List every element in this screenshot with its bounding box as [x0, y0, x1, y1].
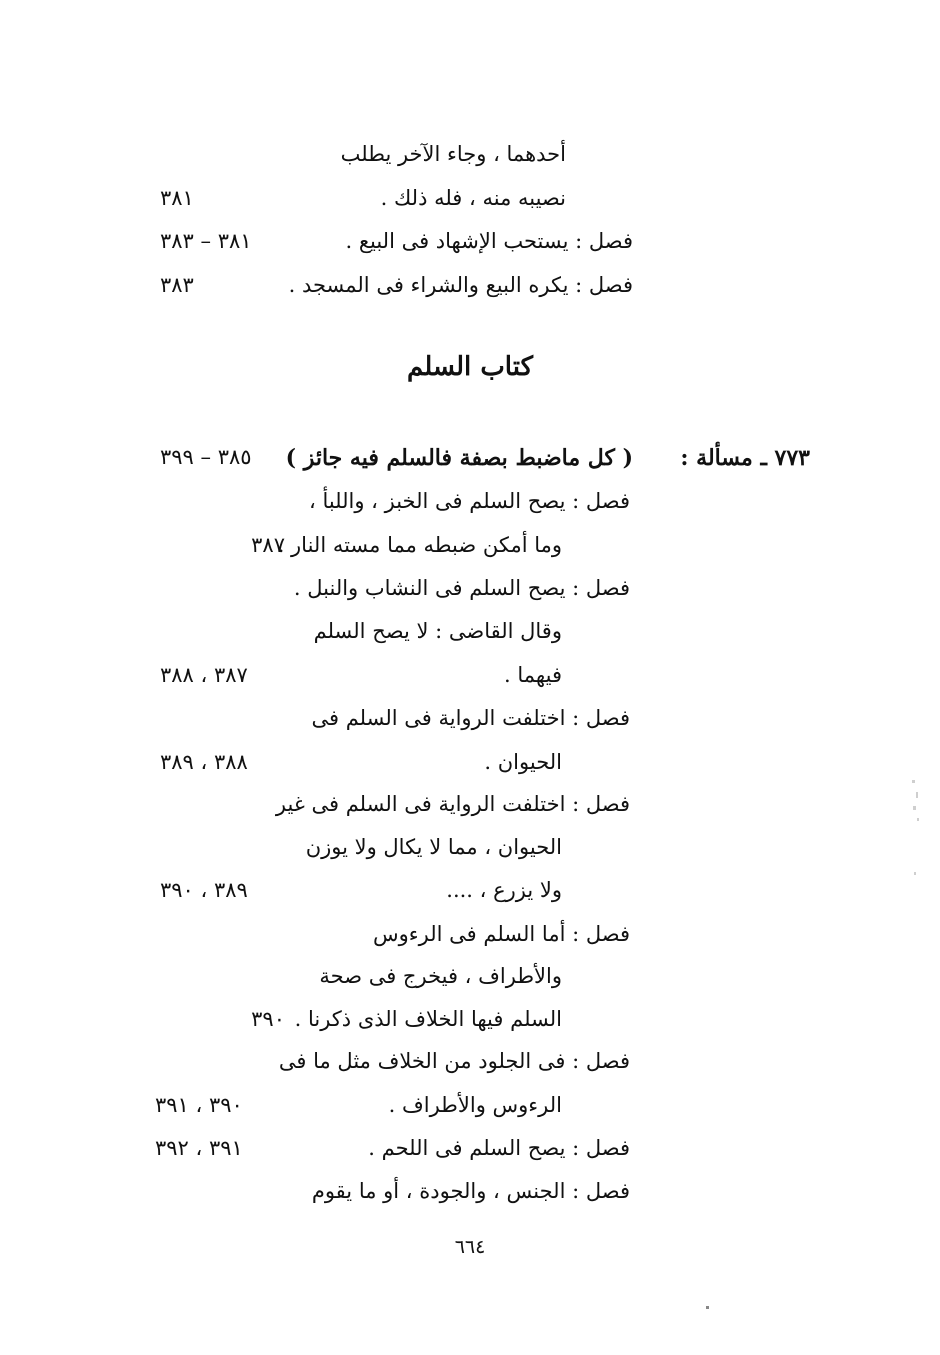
- entry-text: فصل : أما السلم فى الرءوس: [373, 922, 630, 946]
- entry-text: فصل : يصح السلم فى الخبز ، واللبأ ،: [308, 489, 630, 513]
- entry-text: فصل : يصح السلم فى النشاب والنبل .: [293, 576, 630, 600]
- entry-text: فصل : فى الجلود من الخلاف مثل ما فى: [278, 1049, 630, 1073]
- entry-pages: ٣٩١ ، ٣٩٢: [155, 1136, 243, 1160]
- masala-pages: ٣٨٥ – ٣٩٩: [160, 445, 252, 469]
- entry-text: السلم فيها الخلاف الذى ذكرنا .: [294, 1007, 562, 1031]
- scan-speck: [914, 872, 916, 875]
- entry-text: الرءوس والأطراف .: [388, 1093, 562, 1117]
- entry-text: فصل : اختلفت الرواية فى السلم فى غير: [275, 792, 630, 816]
- masala-label: ٧٧٣ ـ مسألة :: [680, 445, 810, 471]
- entry-text: فصل : يستحب الإشهاد فى البيع .: [345, 229, 633, 253]
- entry-text: نصيبه منه ، فله ذلك .: [380, 186, 566, 210]
- entry-text: فصل : الجنس ، والجودة ، أو ما يقوم: [311, 1179, 630, 1203]
- entry-text: والأطراف ، فيخرج فى صحة: [319, 964, 562, 988]
- entry-text: الحيوان ، مما لا يكال ولا يوزن: [305, 835, 562, 859]
- scan-speck: [706, 1306, 709, 1309]
- entry-pages: ٣٩٠ ، ٣٩١: [155, 1093, 243, 1117]
- entry-pages: ٣٨٧ ، ٣٨٨: [160, 663, 248, 687]
- section-title: كتاب السلم: [407, 352, 533, 382]
- entry-pages: ٣٨١: [160, 186, 194, 210]
- scan-speck: [916, 792, 918, 798]
- entry-text: وقال القاضى : لا يصح السلم: [313, 619, 562, 643]
- entry-pages: ٣٩٠: [251, 1007, 285, 1031]
- entry-pages: ٣٨١ – ٣٨٣: [160, 229, 252, 253]
- entry-text: فيهما .: [504, 663, 562, 687]
- entry-pages: ٣٨٩ ، ٣٩٠: [160, 878, 248, 902]
- entry-text: فصل : يصح السلم فى اللحم .: [368, 1136, 630, 1160]
- masala-title: ( كل ماضبط بصفة فالسلم فيه جائز ): [285, 445, 633, 471]
- entry-text: فصل : يكره البيع والشراء فى المسجد .: [288, 273, 633, 297]
- page-number: ٦٦٤: [454, 1236, 486, 1258]
- scan-speck: [917, 818, 919, 821]
- entry-text: وما أمكن ضبطه مما مسته النار .: [277, 533, 562, 557]
- entry-pages: ٣٨٨ ، ٣٨٩: [160, 750, 248, 774]
- entry-pages: ٣٨٣: [160, 273, 194, 297]
- scan-speck: [912, 780, 915, 783]
- entry-pages: ٣٨٧: [251, 533, 285, 557]
- entry-text: فصل : اختلفت الرواية فى السلم فى: [311, 706, 630, 730]
- entry-text: ولا يزرع ، ....: [446, 878, 562, 902]
- entry-text: الحيوان .: [484, 750, 562, 774]
- scan-speck: [913, 806, 916, 810]
- entry-text: أحدهما ، وجاء الآخر يطلب: [340, 142, 566, 166]
